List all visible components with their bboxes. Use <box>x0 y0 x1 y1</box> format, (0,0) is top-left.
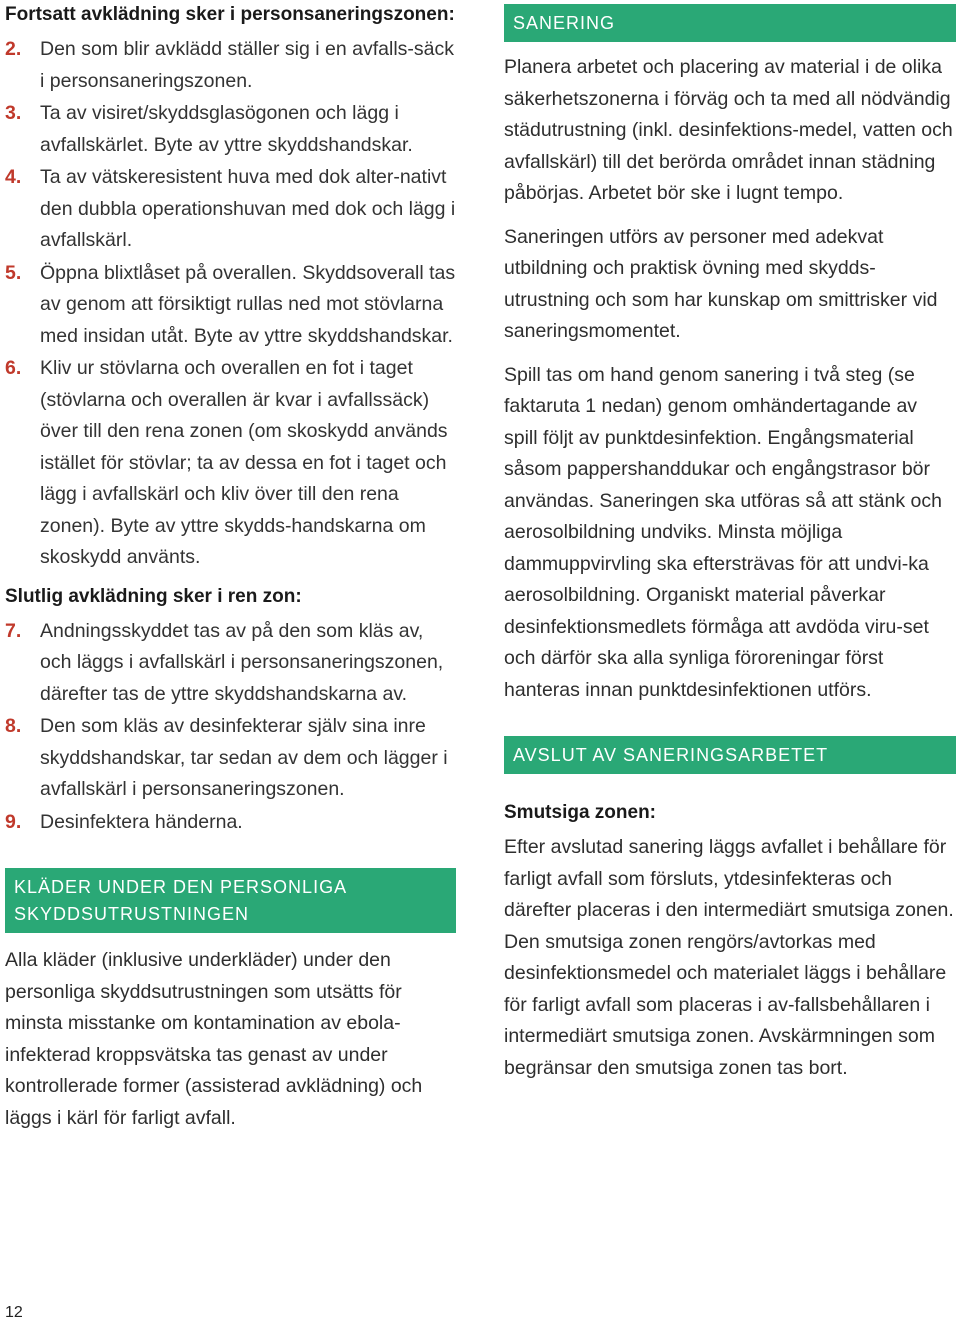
list-item <box>5 162 460 257</box>
right-column <box>504 0 956 1084</box>
section-banner-avslut: AVSLUT AV SANERINGSARBETET <box>504 736 956 774</box>
list-item <box>5 711 460 806</box>
left-column <box>5 0 460 1134</box>
list-item <box>5 34 460 97</box>
final-steps-list <box>5 616 460 839</box>
heading-final-undressing: Slutlig avklädning sker i ren zon: <box>5 585 302 607</box>
step-text: Ta av visiret/skyddsglasögonen och lägg i avfallskärlet. Byte av yttre skyddshandskar. <box>40 102 413 156</box>
list-item <box>5 98 460 161</box>
step-text: Den som kläs av desinfekterar själv sina inre skyddshandskar, tar sedan av dem och lägger i avfallskärl i personsaneringszonen. <box>40 715 448 800</box>
step-number: 7. <box>5 619 22 642</box>
step-text: Öppna blixtlåset på overallen. Skyddsoverall tas av genom att försiktigt rullas ned mot stövlarna med insidan utåt. Byte av yttre skyddshandskar. <box>40 261 456 347</box>
step-number: 8. <box>5 715 22 737</box>
step-number: 9. <box>5 810 22 833</box>
list-item <box>5 616 460 711</box>
step-text: Andningsskyddet tas av på den som kläs av, och läggs i avfallskärl i personsaneringszonen, därefter tas de yttre skyddshandskarna av. <box>40 619 444 705</box>
sanering-paragraph-3: Spill tas om hand genom sanering i två steg (se faktaruta 1 nedan) genom omhändertagande av spill följt av punktdesinfektion. Engångsmaterial såsom pappershanddukar och engångstrasor bör användas. Saneringen ska utföras så att stänk och aerosolbildning undviks. Minsta möjliga dammuppvirvling ska eftersträvas för att undvi-ka aerosolbildning. Organiskt material påverkar desinfektionsmedlets förmåga att avdöda viru-set och därför ska alla synliga föroreningar först hanteras innan punktdesinfektionen utförs. <box>504 363 942 701</box>
dirty-zone-paragraph: Efter avslutad sanering läggs avfallet i behållare för farligt avfall som försluts, ytdesinfekteras och därefter placeras i den intermediärt smutsiga zonen. Den smutsiga zonen rengörs/avtorkas med desinfektionsmedel och materialet läggs i behållare för farligt avfall som placeras i av-fallsbehållaren i intermediärt smutsiga zonen. Avskärmningen som begränsar den smutsiga zonen tas bort. <box>504 836 954 1079</box>
step-number: 2. <box>5 38 22 60</box>
list-item <box>5 258 460 353</box>
subheading-dirty-zone: Smutsiga zonen: <box>504 802 657 823</box>
list-item <box>5 353 460 574</box>
sanering-paragraph-2: Saneringen utförs av personer med adekvat utbildning och praktisk övning med skydds-utrustning och som har kunskap om smittrisker vid saneringsmomentet. <box>504 225 938 342</box>
list-item <box>5 807 460 839</box>
section-banner-sanering: SANERING <box>504 4 956 42</box>
step-number: 6. <box>5 357 22 379</box>
step-text: Ta av vätskeresistent huva med dok alter-nativt den dubbla operationshuvan med dok och lägg i avfallskärl. <box>40 166 456 251</box>
step-text: Kliv ur stövlarna och overallen en fot i taget (stövlarna och overallen är kvar i avfallssäck) över till den rena zonen (om skoskydd används istället för stövlar; ta av dessa en fot i taget och lägg i avfallskärl och kliv över till den rena zonen). Byte av yttre skydds-handskarna om skoskydd använts. <box>40 357 448 568</box>
step-text: Desinfektera händerna. <box>40 810 243 833</box>
step-number: 3. <box>5 102 22 124</box>
section-banner-clothing: KLÄDER UNDER DEN PERSONLIGA SKYDDSUTRUSTNINGEN <box>5 868 456 933</box>
page-number: 12 <box>5 1304 23 1321</box>
step-number: 4. <box>5 166 22 188</box>
sanering-paragraph-1: Planera arbetet och placering av material i de olika säkerhetszonerna i förväg och ta med all nödvändig städutrustning (inkl. desinfektions-medel, vatten och avfallskärl) till det berörda området innan städning påbörjas. Arbetet bör ske i lugnt tempo. <box>504 56 953 204</box>
step-number: 5. <box>5 261 22 284</box>
undressing-steps-list <box>5 34 460 574</box>
heading-continued-undressing: Fortsatt avklädning sker i personsaneringszonen: <box>5 4 455 25</box>
clothing-paragraph: Alla kläder (inklusive underkläder) under den personliga skyddsutrustningen som utsätts för minsta misstanke om kontamination av ebola-infekterad kroppsvätska tas genast av under kontrollerade former (assisterad avklädning) och läggs i kärl för farligt avfall. <box>5 949 423 1129</box>
step-text: Den som blir avklädd ställer sig i en avfalls-säck i personsaneringszonen. <box>40 38 454 92</box>
